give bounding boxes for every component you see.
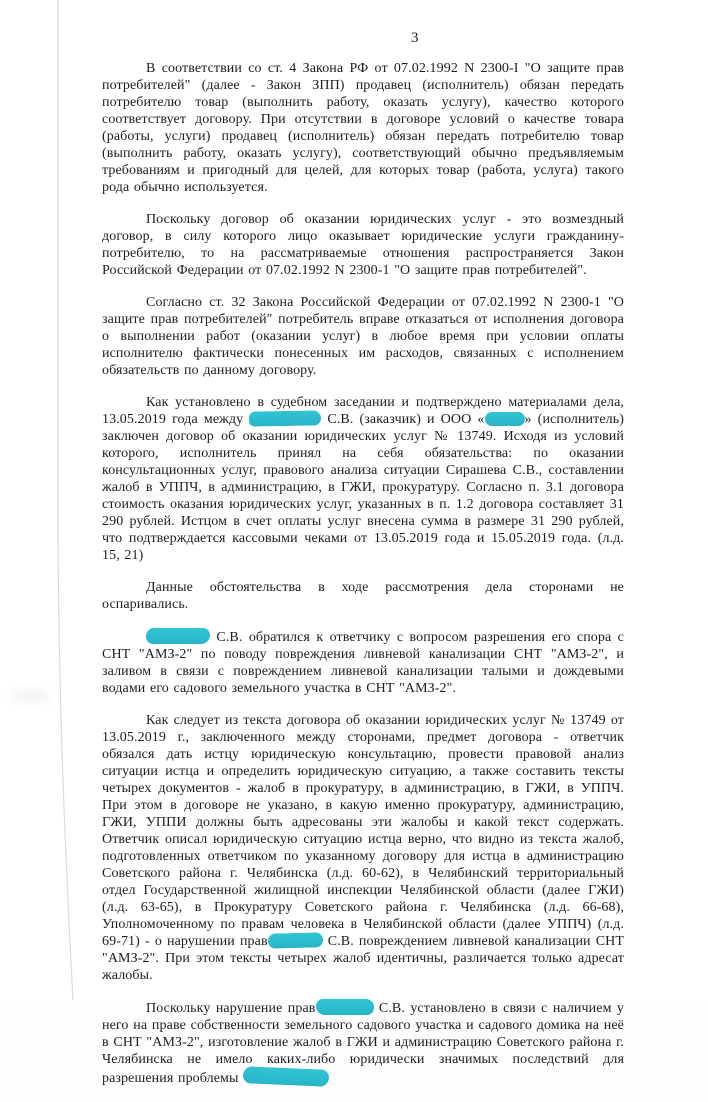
paragraph <box>102 579 624 613</box>
paragraph-text: С.В. (заказчик) и ООО « <box>321 412 484 427</box>
paragraph-text: С.В. повреждением ливневой канализации СНТ "АМЗ-2". При этом тексты четырех жалоб идентичны, различается только адресат жалобы. <box>102 934 624 983</box>
page-number: 3 <box>411 30 419 47</box>
paragraph-text: С.В. обратился к ответчику с вопросом разрешения его спора с СНТ "АМЗ-2" по поводу повреждения ливневой канализации СНТ "АМЗ-2", и заливом в связи с повреждением ливневой канализации талыми и дождевыми водами его садового земельного участка в СНТ "АМЗ-2". <box>102 630 624 696</box>
paragraph-text: Согласно ст. 32 Закона Российской Федерации от 07.02.1992 N 2300-1 "О защите прав потребителей" потребитель вправе отказаться от исполнения договора о выполнении работ (оказании услуг) в любое время при условии оплаты исполнителю фактически понесенных им расходов, связанных с исполнением обязательств по данному договору. <box>102 295 624 378</box>
paragraph-text: Как следует из текста договора об оказании юридических услуг № 13749 от 13.05.2019 г., заключенного между сторонами, предмет договора - ответчик обязался дать истцу юридическую консультацию, провести правовой анализ ситуации истца и определить юридическую ситуацию, а также составить тексты четырех документов - жалоб в прокуратуру, в администрацию, в ГЖИ, в УППЧ. При этом в договоре не указано, в какую именно прокуратуру, администрацию, ГЖИ, УППИ должны быть адресованы эти жалобы и какой текст содержать. Ответчик описал юридическую ситуацию истца верно, что видно из текста жалоб, подготовленных ответчиком по указанному договору для истца в администрацию Советского района г. Челябинска (л.д. 60-62), в Челябинский территориальный отдел Государственной жилищной инспекции Челябинской области (далее ГЖИ) (л.д. 63-65), в Прокуратуру Советского района г. Челябинска (л.д. 66-68), Уполномоченному по правам человека в Челябинской области (далее УППЧ) (л.д. 69-71) - о нарушении прав <box>102 713 624 949</box>
paragraph-text: В соответствии со ст. 4 Закона РФ от 07.02.1992 N 2300-I "О защите прав потребителей" (далее - Закон ЗПП) продавец (исполнитель) обязан передать потребителю товар (выполнить работу, оказать услугу), качество которого соответствует договору. При отсутствии в договоре условий о качестве товара (работы, услуги) продавец (исполнитель) обязан передать потребителю товар (выполнить работу, оказать услугу), соответствующий обычно предъявляемым требованиям и пригодный для целей, для которых товар (работа, услуга) такого рода обычно используется. <box>102 61 624 195</box>
paragraph <box>102 60 624 196</box>
redaction-mark <box>243 1066 330 1087</box>
scan-smudge-artifact <box>0 683 58 709</box>
redaction-mark <box>316 999 374 1015</box>
paragraph <box>102 394 624 564</box>
paragraph-text: » (исполнитель) заключен договор об оказании юридических услуг № 13749. Исходя из условий которого, исполнитель принял на себя обязательства: по оказании консультационных услуг, правового анализа ситуации Сирашева С.В., составлении жалоб в УППЧ, в администрацию, в ГЖИ, прокуратуру. Согласно п. 3.1 договора стоимость оказания юридических услуг, указанных в п. 1.2 договора составляет 31 290 рублей. Истцом в счет оплаты услуг внесена сумма в размере 31 290 рублей, что подтверждается кассовыми чеками от 13.05.2019 года и 15.05.2019 года. (л.д. 15, 21) <box>102 412 624 563</box>
paragraph <box>102 712 624 984</box>
paragraph <box>102 628 624 697</box>
redaction-mark <box>485 412 525 426</box>
paragraph-text: Как установлено в судебном заседании и подтверждено материалами дела, 13.05.2019 года между <box>102 395 624 427</box>
redaction-mark <box>249 410 321 426</box>
paragraph-text: С.В. установлено в связи с наличием у него на праве собственности земельного садового участка и садового домика на неё в СНТ "АМЗ-2", изготовление жалоб в ГЖИ и администрацию Советского района г. Челябинска не имело каких-либо юридически значимых последствий для разрешения проблемы <box>102 1001 624 1086</box>
redaction-mark <box>146 628 210 644</box>
redaction-mark <box>267 932 322 948</box>
paragraph <box>102 294 624 379</box>
document-text <box>102 60 624 1102</box>
paragraph <box>102 211 624 279</box>
paragraph-text: Поскольку нарушение прав <box>146 1001 316 1016</box>
paragraph-text: Поскольку договор об оказании юридических услуг - это возмездный договор, в силу которого лицо оказывает юридические услуги гражданину-потребителю, то на рассматриваемые отношения распространяется Закон Российской Федерации от 07.02.1992 N 2300-1 "О защите прав потребителей". <box>102 212 624 278</box>
paragraph-text: Данные обстоятельства в ходе рассмотрения дела сторонами не оспаривались. <box>102 580 624 612</box>
paragraph <box>102 999 624 1087</box>
